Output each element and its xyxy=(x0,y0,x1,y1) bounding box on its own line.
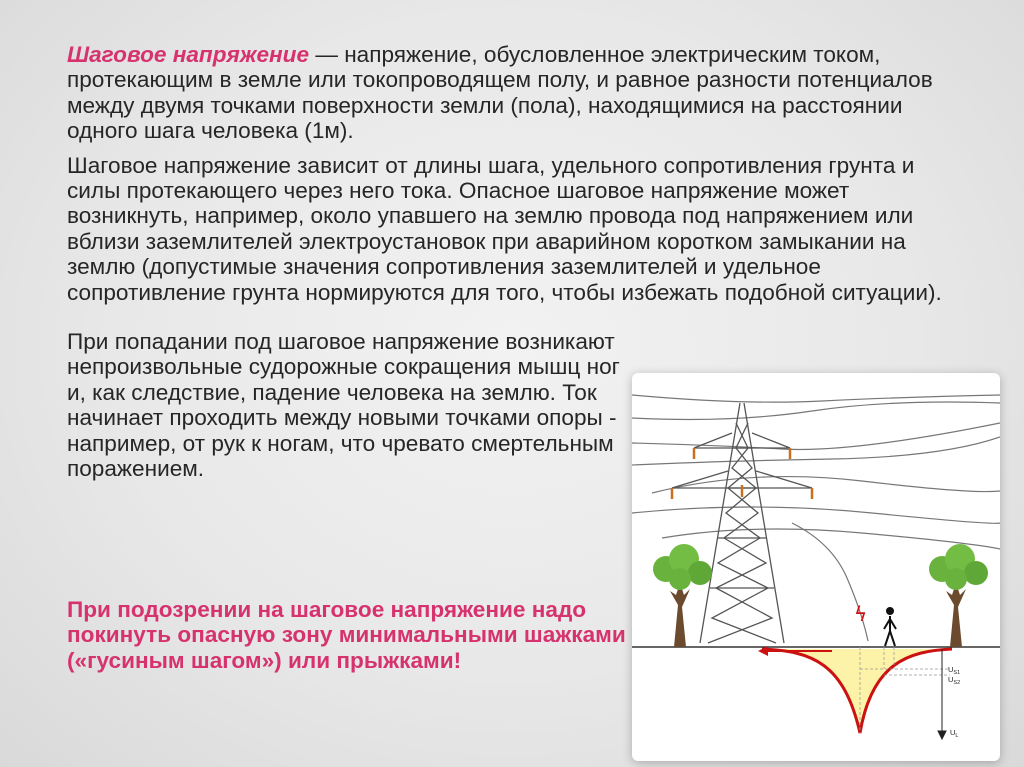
step-voltage-diagram xyxy=(632,373,1000,761)
transmission-tower xyxy=(672,403,812,643)
power-lines xyxy=(632,395,1000,641)
dependency-paragraph: Шаговое напряжение зависит от длины шага, удельного сопротивления грунта и силы протекающего через него тока. Опасное шаговое напряжение может возникнуть, например, около упавшего на землю провода под напряжением или вблизи заземлителей электроустановок при аварийном коротком замыкании на землю (допустимые значения сопротивления заземлителей и удельное сопротивление грунта нормируются для того, чтобы избежать подобной ситуации). xyxy=(67,152,942,305)
term-step-voltage: Шаговое напряжение xyxy=(67,42,310,67)
person-icon xyxy=(884,607,896,646)
label-us2: $U_{S2}$ xyxy=(948,675,961,686)
tree-right-icon xyxy=(929,544,988,647)
diagram-svg xyxy=(632,373,1000,761)
lightning-icon: ϟ xyxy=(854,602,868,626)
effects-paragraph: При попадании под шаговое напряжение возникают непроизвольные судорожные сокращения мышц ног и, как следствие, падение человека на землю. Ток начинает проходить между новыми точками опоры - например, от рук к ногам, что чревато смертельным поражением. xyxy=(67,329,620,482)
voltage-axis xyxy=(938,649,946,739)
tree-left-icon xyxy=(653,544,712,647)
warning-text: При подозрении на шаговое напряжение надо покинуть опасную зону минимальными шажками («гусиным шагом») или прыжками! xyxy=(67,597,626,673)
label-us1: $U_{S1}$ xyxy=(948,665,961,676)
definition-paragraph xyxy=(67,42,947,144)
label-ul: $U_L$ xyxy=(950,728,959,739)
definition-text: — напряжение, обусловленное электрическим током, протекающим в земле или токопроводящем полу, и равное разности потенциалов между двумя точками поверхности земли (пола), находящимися на расстоянии одного шага человека (1м). xyxy=(67,42,933,144)
